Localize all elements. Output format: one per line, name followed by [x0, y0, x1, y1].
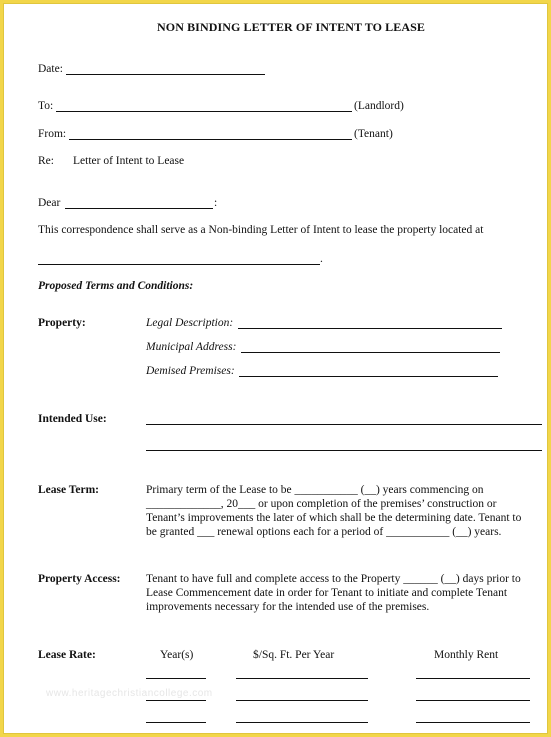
to-label: To: [38, 100, 54, 112]
property-access-line-1: Tenant to have full and complete access to the Property ______ (__) days prior to [146, 573, 521, 585]
re-label: Re: [38, 155, 54, 167]
section-heading: Proposed Terms and Conditions: [38, 280, 194, 292]
monthly-line-2[interactable] [416, 700, 530, 701]
landlord-suffix: (Landlord) [354, 100, 404, 112]
property-label: Property: [38, 317, 86, 329]
letter-page [3, 3, 548, 734]
intended-use-line-2[interactable] [146, 450, 542, 451]
intro-text: This correspondence shall serve as a Non-binding Letter of Intent to lease the property located at [38, 224, 484, 236]
property-access-line-2: Lease Commencement date in order for Tenant to initiate and complete Tenant [146, 587, 508, 599]
year-line-1[interactable] [146, 678, 206, 679]
column-year-header: Year(s) [160, 649, 194, 661]
dear-label: Dear [38, 197, 61, 209]
lease-term-line-4: be granted ___ renewal options each for a period of ___________ (__) years. [146, 526, 502, 538]
dear-colon: : [214, 197, 218, 209]
monthly-line-3[interactable] [416, 722, 530, 723]
tenant-field-line[interactable] [69, 139, 352, 140]
lease-term-line-3: Tenant’s improvements the later of which shall be the determining date. Tenant to [146, 512, 522, 524]
lease-term-label: Lease Term: [38, 484, 100, 496]
municipal-address-label: Municipal Address: [146, 341, 237, 353]
dear-field-line[interactable] [65, 208, 213, 209]
column-sqft-header: $/Sq. Ft. Per Year [253, 649, 335, 661]
column-monthly-header: Monthly Rent [434, 649, 499, 661]
sqft-line-2[interactable] [236, 700, 368, 701]
lease-rate-label: Lease Rate: [38, 649, 96, 661]
intended-use-label: Intended Use: [38, 413, 107, 425]
demised-premises-label: Demised Premises: [146, 365, 235, 377]
watermark-text: www.heritagechristiancollege.com [46, 688, 213, 699]
property-access-label: Property Access: [38, 573, 121, 585]
monthly-line-1[interactable] [416, 678, 530, 679]
document-title: NON BINDING LETTER OF INTENT TO LEASE [157, 20, 425, 34]
from-label: From: [38, 128, 67, 140]
demised-premises-line[interactable] [239, 376, 498, 377]
landlord-field-line[interactable] [56, 111, 352, 112]
property-access-line-3: improvements necessary for the intended use of the premises. [146, 601, 430, 613]
legal-description-label: Legal Description: [146, 317, 234, 329]
date-label: Date: [38, 63, 63, 75]
date-field-line[interactable] [66, 74, 265, 75]
lease-term-line-1: Primary term of the Lease to be ___________ (__) years commencing on [146, 484, 484, 496]
lease-term-line-2: _____________, 20___ or upon completion of the premises’ construction or [146, 498, 497, 510]
year-line-3[interactable] [146, 722, 206, 723]
municipal-address-line[interactable] [241, 352, 500, 353]
intended-use-line-1[interactable] [146, 424, 542, 425]
sqft-line-3[interactable] [236, 722, 368, 723]
re-text: Letter of Intent to Lease [73, 155, 185, 167]
year-line-2[interactable] [146, 700, 206, 701]
legal-description-line[interactable] [238, 328, 502, 329]
intro-period: . [320, 253, 323, 265]
sqft-line-1[interactable] [236, 678, 368, 679]
tenant-suffix: (Tenant) [354, 128, 393, 140]
property-location-line[interactable] [38, 264, 320, 265]
